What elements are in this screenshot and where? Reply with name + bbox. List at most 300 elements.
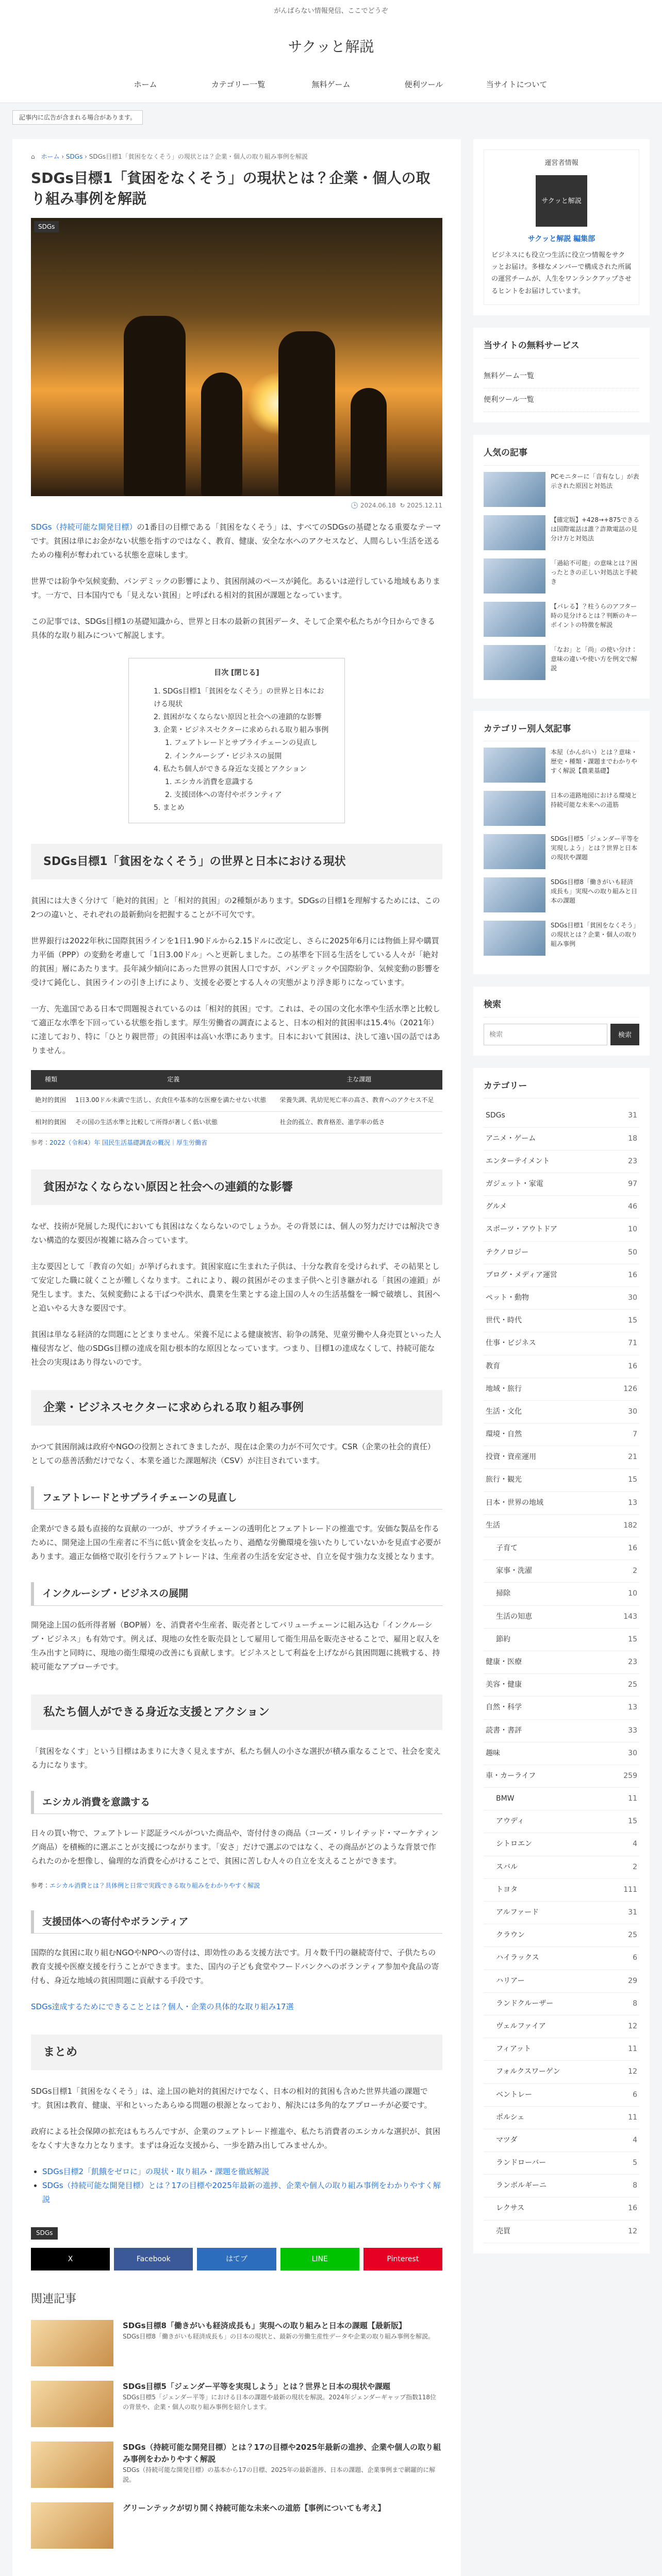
category-popular-thumbnail[interactable] xyxy=(484,748,545,783)
summary-link[interactable]: SDGs目標2「飢餓をゼロに」の現状・取り組み・課題を徹底解説 xyxy=(42,2167,270,2177)
category-item[interactable] xyxy=(484,1924,639,1947)
category-count: 12 xyxy=(628,2227,637,2235)
related-item[interactable] xyxy=(31,2442,442,2488)
silhouette-woman xyxy=(278,331,335,496)
nav-item[interactable]: 無料ゲーム xyxy=(311,80,351,89)
toc-link[interactable]: 4. 私たち個人ができる身近な支援とアクション xyxy=(154,765,307,773)
table-row xyxy=(31,1090,442,1111)
subsection-heading: 支援団体への寄付やボランティア xyxy=(31,1910,442,1934)
category-count: 11 xyxy=(628,2113,637,2122)
breadcrumb-home[interactable]: ホーム xyxy=(41,153,60,160)
category-item[interactable] xyxy=(484,1742,639,1765)
category-item[interactable] xyxy=(484,1765,639,1788)
category-name[interactable]: エンターテイメント xyxy=(486,1157,550,1165)
toc-link[interactable]: 1. SDGs目標1「貧困をなくそう」の世界と日本における現状 xyxy=(154,687,324,708)
category-item[interactable] xyxy=(484,2129,639,2152)
category-popular-thumbnail[interactable] xyxy=(484,791,545,826)
related-thumbnail[interactable] xyxy=(31,2381,113,2427)
category-item[interactable] xyxy=(484,1287,639,1310)
category-item[interactable] xyxy=(484,1332,639,1355)
nav-item[interactable]: 便利ツール xyxy=(404,80,443,89)
author-box-title: 運営者情報 xyxy=(544,159,578,167)
category-item[interactable] xyxy=(484,2152,639,2175)
category-count: 71 xyxy=(628,1339,637,1348)
sdgs-link[interactable]: SDGs（持続可能な開発目標） xyxy=(31,522,137,532)
subsection-heading: インクルーシブ・ビジネスの展開 xyxy=(31,1582,442,1606)
widget-title: カテゴリー xyxy=(484,1078,639,1099)
category-popular-thumbnail[interactable] xyxy=(484,921,545,956)
category-popular-item[interactable] xyxy=(484,748,639,783)
related-text xyxy=(123,2502,385,2549)
category-item[interactable] xyxy=(484,1423,639,1446)
sidebar xyxy=(473,139,650,2576)
category-count: 21 xyxy=(628,1453,637,1462)
category-name[interactable]: 地域・旅行 xyxy=(486,1384,522,1393)
category-item[interactable] xyxy=(484,1492,639,1515)
category-name[interactable]: 掃除 xyxy=(496,1589,510,1598)
body-paragraph: 「貧困をなくす」という目標はあまりに大きく見えますが、私たち個人の小さな選択が積み重なることで、社会を変える力になります。 xyxy=(31,1746,441,1770)
category-name[interactable]: アルファード xyxy=(496,1908,539,1917)
category-popular-title[interactable]: SDGs目標8「働きがいも経済成長も」実現への取り組みと日本の課題 xyxy=(551,878,638,905)
category-item[interactable] xyxy=(484,2175,639,2197)
service-box xyxy=(473,328,650,422)
category-popular-thumbnail[interactable] xyxy=(484,834,545,869)
category-count: 4 xyxy=(633,2136,637,2144)
widget-title: 検索 xyxy=(484,997,639,1018)
summary-links xyxy=(31,2165,442,2207)
toc-item[interactable] xyxy=(154,711,330,724)
popular-thumbnail[interactable] xyxy=(484,645,545,680)
category-name[interactable]: グルメ xyxy=(486,1202,507,1211)
category-popular-item[interactable] xyxy=(484,877,639,912)
category-name[interactable]: 子育て xyxy=(496,1544,518,1553)
body-paragraph: SDGs目標1「貧困をなくそう」は、途上国の絶対的貧困だけでなく、日本の相対的貧困も含めた世界共通の課題です。貧困は教育、健康、平和といったあらゆる問題の根源となっており、解決には多角的なアプローチが必要です。 xyxy=(31,2087,432,2110)
category-name[interactable]: 世代・時代 xyxy=(486,1316,522,1325)
body-paragraph: 国際的な貧困に取り組むNGOやNPOへの寄付は、即効性のある支援方法です。月々数千円の継続寄付で、子供たちの教育支援や医療支援を行うことができます。また、国内の子ども食堂やフードバンクへのボランティア参加や食品の寄付も、身近な地域の貧困問題に貢献する手段です。 xyxy=(31,1948,439,1986)
category-count: 33 xyxy=(628,1726,637,1735)
category-name[interactable]: フォルクスワーゲン xyxy=(496,2067,560,2076)
body-paragraph: 主な要因として「教育の欠如」が挙げられます。貧困家庭に生まれた子供は、十分な教育を受けられず、その結果として安定した職に就くことが難しくなります。これにより、親の貧困がそのまま子供へと引き継がれる「貧困の連鎖」が発生します。また、気候変動による干ばつや洪水、農業を生業とする途上国の人々の生活基盤を一瞬で破壊し、貧困へと追いやる大きな要因です。 xyxy=(31,1261,440,1313)
popular-item[interactable] xyxy=(484,558,639,594)
category-count: 111 xyxy=(623,1885,637,1894)
category-item[interactable] xyxy=(484,1105,639,1127)
related-item-title[interactable]: グリーンテックが切り開く持続可能な未来への道筋【事例についても考え】 xyxy=(123,2503,386,2513)
category-name[interactable]: ブログ・メディア運営 xyxy=(486,1270,557,1279)
popular-thumbnail[interactable] xyxy=(484,558,545,594)
table-cell: 栄養失調、乳幼児死亡率の高さ、教育へのアクセス不足 xyxy=(276,1090,442,1111)
ad-notice: 記事内に広告が含まれる場合があります。 xyxy=(12,110,662,129)
category-name[interactable]: 仕事・ビジネス xyxy=(486,1339,536,1348)
category-item[interactable] xyxy=(484,1902,639,1924)
category-name[interactable]: 生活 xyxy=(486,1521,500,1530)
source-link[interactable]: 2022（令和4）年 国民生活基礎調査の概況｜厚生労働省 xyxy=(49,1139,208,1147)
subsection-heading: フェアトレードとサプライチェーンの見直し xyxy=(31,1486,442,1510)
category-name[interactable]: 趣味 xyxy=(486,1749,500,1757)
category-count: 11 xyxy=(628,1794,637,1803)
toc-item[interactable] xyxy=(154,724,330,763)
toc-link[interactable]: 5. まとめ xyxy=(154,804,185,812)
category-count: 23 xyxy=(628,1157,637,1165)
category-name[interactable]: ハイラックス xyxy=(496,1954,539,1962)
summary-link[interactable]: SDGs（持続可能な開発目標）とは？17の目標や2025年最新の進捗、企業や個人の取り組み事例をわかりやすく解説 xyxy=(42,2181,441,2205)
related-item[interactable] xyxy=(31,2381,442,2427)
category-name[interactable]: ランボルギーニ xyxy=(496,2181,547,2190)
list-item xyxy=(42,2165,442,2179)
related-item-desc: SDGs目標8「働きがいも経済成長も」の日本の現状と、最新の労働生産性データや企業の取り組み事例を解説。 xyxy=(123,2332,435,2340)
body-paragraph: 貧困には大きく分けて「絶対的貧困」と「相対的貧困」の2種類があります。SDGsの目標1を理解するためには、この2つの違いと、それぞれの最新動向を把握することが不可欠です。 xyxy=(31,896,440,920)
section-heading: 貧困がなくならない原因と社会への連鎖的な影響 xyxy=(31,1170,442,1205)
refresh-icon: ↻ xyxy=(400,501,405,509)
popular-item-title[interactable]: 「なお」と「尚」の使い分け：意味の違いや使い方を例文で解説 xyxy=(551,646,638,672)
category-popular-title[interactable]: 本屋（かんがい）とは？意味・歴史・種類・課題までわかりやすく解説【農業基礎】 xyxy=(551,749,638,775)
category-name[interactable]: 生活の知恵 xyxy=(496,1612,532,1621)
category-name[interactable]: シトロエン xyxy=(496,1840,532,1849)
category-item[interactable] xyxy=(484,2015,639,2038)
popular-item[interactable] xyxy=(484,472,639,507)
subsection-heading: エシカル消費を意識する xyxy=(31,1791,442,1815)
related-item-desc: SDGs目標5「ジェンダー平等」における日本の課題や最新の現状を解説。2024年ジェンダーギャップ指数118位の背景や、企業・個人の取り組み事例を紹介します。 xyxy=(123,2393,437,2411)
category-name[interactable]: 生活・文化 xyxy=(486,1407,522,1416)
category-count: 46 xyxy=(628,1202,637,1211)
category-item[interactable] xyxy=(484,1196,639,1218)
category-item[interactable] xyxy=(484,2084,639,2107)
widget-title: カテゴリー別人気記事 xyxy=(484,721,639,742)
category-item[interactable] xyxy=(484,1469,639,1492)
category-item[interactable] xyxy=(484,1697,639,1719)
toc-item[interactable] xyxy=(154,802,330,815)
category-item[interactable] xyxy=(484,1993,639,2015)
service-link[interactable]: 無料ゲーム一覧 xyxy=(484,365,639,388)
share-facebook-button[interactable]: Facebook xyxy=(114,2248,193,2270)
category-name[interactable]: アウディ xyxy=(496,1817,524,1826)
category-popular-item[interactable] xyxy=(484,791,639,826)
category-item[interactable] xyxy=(484,1515,639,1537)
body-paragraph: なぜ、技術が発展した現代においても貧困はなくならないのでしょうか。その背景には、個人の努力だけでは解決できない構造的な要因が複雑に絡み合っています。 xyxy=(31,1221,441,1245)
category-item[interactable] xyxy=(484,1606,639,1629)
category-item[interactable] xyxy=(484,2197,639,2220)
category-item[interactable] xyxy=(484,1310,639,1332)
category-name[interactable]: クラウン xyxy=(496,1931,525,1940)
category-name[interactable]: フィアット xyxy=(496,2045,531,2054)
category-count: 31 xyxy=(628,1908,637,1917)
body-paragraph: 貧困は単なる経済的な問題にとどまりません。栄養不足による健康被害、紛争の誘発、児童労働や人身売買といった人権侵害など、他のSDGs目標の達成を阻む根本的な原因となっています。つまり、目標1の達成なくして、持続可能な社会の実現はあり得ないのです。 xyxy=(31,1329,441,1367)
related-item-title[interactable]: SDGs目標8「働きがいも経済成長も」実現への取り組みと日本の課題【最新版】 xyxy=(123,2320,406,2330)
popular-item[interactable] xyxy=(484,645,639,680)
toc-link[interactable]: 3. 企業・ビジネスセクターに求められる取り組み事例 xyxy=(154,726,329,735)
popular-item-title[interactable]: 「過給不可能」の意味とは？困ったときの正しい対処法と手続き xyxy=(551,559,638,585)
category-name[interactable]: 読書・書評 xyxy=(486,1726,522,1735)
search-input[interactable] xyxy=(484,1024,607,1045)
section-heading: SDGs目標1「貧困をなくそう」の世界と日本における現状 xyxy=(31,844,442,879)
category-count: 143 xyxy=(623,1612,637,1621)
category-name[interactable]: トヨタ xyxy=(496,1885,518,1894)
category-item[interactable] xyxy=(484,1218,639,1241)
post-dates: 🕒 2024.06.18 ↻ 2025.12.11 xyxy=(351,501,442,509)
table-header: 定義 xyxy=(71,1070,276,1090)
category-count: 11 xyxy=(628,2045,637,2054)
category-popular-title[interactable]: SDGs目標5「ジェンダー平等を実現しよう」とは？世界と日本の現状や課題 xyxy=(551,835,639,861)
category-item[interactable] xyxy=(484,2061,639,2083)
category-name[interactable]: 投資・資産運用 xyxy=(486,1453,536,1462)
category-name[interactable]: 教育 xyxy=(486,1362,500,1370)
category-item[interactable] xyxy=(484,1651,639,1674)
nav-item[interactable]: 当サイトについて xyxy=(486,80,548,89)
home-icon: ⌂ xyxy=(31,153,35,160)
category-count: 6 xyxy=(633,2090,637,2099)
search-button[interactable]: 検索 xyxy=(610,1024,639,1045)
related-item[interactable] xyxy=(31,2502,442,2549)
category-count: 30 xyxy=(628,1407,637,1416)
share-pinterest-button[interactable]: Pinterest xyxy=(363,2248,442,2270)
category-item[interactable] xyxy=(484,2038,639,2061)
body-paragraph: 開発途上国の低所得者層（BOP層）を、消費者や生産者、販売者としてバリューチェーンに組み込む「インクルーシブ・ビジネス」も有効です。例えば、現地の女性を販売員として雇用して衛生用品を販売させることで、雇用と収入を生み出すと同時に、現地の衛生環境の改善にも貢献します。ビジネスとして利益を上げながら貧困問題に挑戦する、持続可能なアプローチです。 xyxy=(31,1620,440,1671)
table-header: 種類 xyxy=(31,1070,71,1090)
body-paragraph: 世界銀行は2022年秋に国際貧困ラインを1日1.90ドルから2.15ドルに改定し、さらに2025年6月には物価上昇や購買力平価（PPP）の変動を考慮して「1日3.00ドル」へと更新しました。この基準を下回る生活をしている人々が「絶対的貧困」層にあたります。長年減少傾向にあった世界の貧困人口ですが、パンデミックや国際紛争、気候変動の影響を受けて鈍化し、貧困ラインの引き上げにより、支援を必要とする人々の実態がより浮き彫りになっています。 xyxy=(31,936,440,988)
category-item[interactable] xyxy=(484,1401,639,1423)
categories-box xyxy=(473,1068,650,2253)
body-paragraph: 日々の買い物で、フェアトレード認証ラベルがついた商品や、寄付付きの商品（コーズ・リレイテッド・マーケティング商品）を積極的に選ぶことが支援につながります。「安さ」だけで選ぶのではなく、その商品がどのような背景で作られたのかを想像し、倫理的な消費を心がけることで、貧困に苦しむ人々の自立を支えることができます。 xyxy=(31,1828,439,1866)
popular-thumbnail[interactable] xyxy=(484,602,545,637)
category-item[interactable] xyxy=(484,1446,639,1469)
intro-paragraph: 世界では紛争や気候変動、パンデミックの影響により、貧困削減のペースが鈍化。あるいは逆行している地域もあります。一方で、日本国内でも「見えない貧困」と呼ばれる相対的貧困が課題となっています。 xyxy=(31,577,440,600)
nav-item[interactable]: カテゴリー一覧 xyxy=(211,80,266,89)
breadcrumb-current: SDGs目標1「貧困をなくそう」の現状とは？企業・個人の取り組み事例を解説 xyxy=(89,153,308,160)
category-count: 18 xyxy=(628,1134,637,1143)
category-item[interactable] xyxy=(484,1537,639,1560)
category-count: 13 xyxy=(628,1703,637,1712)
category-popular-title[interactable]: 日本の道路地図における環境と持続可能な未来への道筋 xyxy=(551,792,638,809)
toc-title[interactable]: 目次 [閉じる] xyxy=(214,669,259,677)
category-count: 12 xyxy=(628,2022,637,2030)
related-thumbnail[interactable] xyxy=(31,2442,113,2488)
table-of-contents xyxy=(128,658,345,823)
popular-thumbnail[interactable] xyxy=(484,515,545,550)
category-count: 16 xyxy=(628,1270,637,1279)
category-item[interactable] xyxy=(484,1720,639,1742)
category-count: 16 xyxy=(628,1362,637,1370)
related-inline: 参考：エシカル消費とは？具体例と日常で実践できる取り組みをわかりやすく解説 xyxy=(31,1882,260,1890)
category-name[interactable]: 家事・洗濯 xyxy=(496,1567,532,1575)
section-heading: 企業・ビジネスセクターに求められる取り組み事例 xyxy=(31,1390,442,1426)
popular-item[interactable] xyxy=(484,602,639,637)
service-link[interactable]: 便利ツール一覧 xyxy=(484,388,639,412)
eyecatch-image xyxy=(31,218,442,496)
toc-item[interactable] xyxy=(154,763,330,802)
share-line-button[interactable]: LINE xyxy=(280,2248,359,2270)
category-item[interactable] xyxy=(484,1583,639,1605)
category-name[interactable]: レクサス xyxy=(496,2204,525,2213)
poverty-table xyxy=(31,1070,442,1133)
category-name[interactable]: マツダ xyxy=(496,2136,518,2144)
category-name[interactable]: ガジェット・家電 xyxy=(486,1180,543,1189)
category-item[interactable] xyxy=(484,1128,639,1150)
category-item[interactable] xyxy=(484,2221,639,2243)
category-name[interactable]: アニメ・ゲーム xyxy=(486,1134,536,1143)
global-nav xyxy=(0,66,662,103)
sdgs-actions-link[interactable]: SDGs達成するためにできることとは？個人・企業の具体的な取り組み17選 xyxy=(31,2002,294,2012)
intro-paragraph: SDGs（持続可能な開発目標）の1番目の目標である「貧困をなくそう」は、すべてのSDGsの基礎となる重要なテーマです。貧困は単にお金がない状態を指すのではなく、教育、健康、安全な水へのアクセスなど、人間らしい生活を送るための権利が奪われている状態を意味します。 xyxy=(31,522,441,560)
category-item[interactable] xyxy=(484,2107,639,2129)
category-popular-box xyxy=(473,711,650,975)
category-name[interactable]: スバル xyxy=(496,1862,518,1871)
category-item[interactable] xyxy=(484,1378,639,1401)
category-name[interactable]: SDGs xyxy=(486,1111,505,1120)
toc-subitem[interactable]: 1. エシカル消費を意識する xyxy=(165,777,254,786)
clock-icon: 🕒 xyxy=(351,501,359,509)
main-content xyxy=(12,139,461,2576)
category-item[interactable] xyxy=(484,1674,639,1697)
category-label[interactable]: SDGs xyxy=(34,221,59,232)
category-name[interactable]: 健康・医療 xyxy=(486,1657,522,1666)
category-name[interactable]: テクノロジー xyxy=(486,1248,529,1257)
nav-item[interactable]: ホーム xyxy=(134,80,157,89)
category-name[interactable]: 旅行・観光 xyxy=(486,1476,522,1484)
popular-item-title[interactable]: PCモニターに「音有なし」が表示された原因と対処法 xyxy=(551,472,639,489)
toc-item[interactable] xyxy=(154,685,330,711)
category-popular-item[interactable] xyxy=(484,834,639,869)
category-count: 50 xyxy=(628,1248,637,1257)
category-popular-item[interactable] xyxy=(484,921,639,956)
related-item[interactable] xyxy=(31,2320,442,2366)
silhouette-adult xyxy=(124,316,186,496)
share-はてブ-button[interactable]: はてブ xyxy=(197,2248,276,2270)
category-name[interactable]: 日本・世界の地域 xyxy=(486,1498,543,1507)
table-header: 主な課題 xyxy=(276,1070,442,1090)
site-tagline: がんばらない情報発信、ここでどうぞ xyxy=(0,0,662,25)
toc-list xyxy=(143,685,330,815)
related-item-desc: SDGs（持続可能な開発目標）の基本から17の目標、2025年の最新進捗、日本の課題、企業事例まで網羅的に解説。 xyxy=(123,2466,436,2484)
site-logo[interactable]: サクッと解説 xyxy=(0,25,662,66)
category-name[interactable]: 売買 xyxy=(496,2227,510,2235)
category-count: 29 xyxy=(628,1976,637,1985)
category-name[interactable]: 自然・科学 xyxy=(486,1703,522,1712)
category-item[interactable] xyxy=(484,1242,639,1264)
category-item[interactable] xyxy=(484,1560,639,1583)
popular-item[interactable] xyxy=(484,515,639,550)
category-count: 25 xyxy=(628,1681,637,1689)
related-thumbnail[interactable] xyxy=(31,2502,113,2549)
category-name[interactable]: ヴェルファイア xyxy=(496,2022,546,2030)
category-name[interactable]: スポーツ・アウトドア xyxy=(486,1225,558,1234)
toc-subitem[interactable]: 2. 支援団体への寄付やボランティア xyxy=(165,791,282,800)
category-name[interactable]: ペット・動物 xyxy=(486,1293,529,1302)
related-title: 関連記事 xyxy=(31,2293,77,2306)
popular-item-title[interactable]: 【パレる】？柱うらのアフター時の見分けるとは？判断のキーポイントの特徴を解説 xyxy=(551,602,638,629)
author-desc: ビジネスにも役立つ生活に役立つ情報をサクッとお届け。多様なメンバーで構成された所属の運営チームが、人生をワンランクアップさせるヒントをお届けしています。 xyxy=(491,251,632,295)
section-heading: まとめ xyxy=(31,2035,442,2070)
intro-paragraph: この記事では、SDGs目標1の基礎知識から、世界と日本の最新の貧困データ、そして企業や私たちが今日からできる具体的な取り組みについて解説します。 xyxy=(31,617,436,640)
category-count: 10 xyxy=(628,1589,637,1598)
body-paragraph: 企業ができる最も直接的な貢献の一つが、サプライチェーンの透明化とフェアトレードの推進です。安価な製品を作るために、開発途上国の生産者に不当に低い賃金を支払ったり、過酷な労働環境を強いたりしていないかを見直す必要があります。適正な価格で取引を行うフェアトレードは、生産者の生活を安定させ、自立を促す強力な支援となります。 xyxy=(31,1524,441,1562)
popular-item-title[interactable]: 【確定版】+428→+875できるは国際電話は誰？詐欺電話の見分け方と対処法 xyxy=(551,516,639,542)
category-count: 8 xyxy=(633,2181,637,2190)
category-popular-title[interactable]: SDGs目標1「貧困をなくそう」の現状とは？企業・個人の取り組み事例 xyxy=(551,922,638,948)
category-count: 13 xyxy=(628,1498,637,1507)
silhouette-kid xyxy=(351,388,387,496)
category-name[interactable]: ハリアー xyxy=(496,1976,525,1985)
category-count: 97 xyxy=(628,1180,637,1189)
category-count: 259 xyxy=(623,1771,637,1780)
related-item-title[interactable]: SDGs目標5「ジェンダー平等を実現しよう」とは？世界と日本の現状や課題 xyxy=(123,2381,391,2391)
category-count: 15 xyxy=(628,1476,637,1484)
category-item[interactable] xyxy=(484,1879,639,1902)
category-count: 5 xyxy=(633,2159,637,2167)
popular-thumbnail[interactable] xyxy=(484,472,545,507)
category-name[interactable]: ランドクルーザー xyxy=(496,1999,554,2008)
category-name[interactable]: BMW xyxy=(496,1794,515,1803)
category-item[interactable] xyxy=(484,1810,639,1833)
tag-badge[interactable]: SDGs xyxy=(31,2227,58,2240)
category-name[interactable]: ベントレー xyxy=(496,2090,532,2099)
category-item[interactable] xyxy=(484,1173,639,1196)
breadcrumb: ⌂ ホーム › SDGs › SDGs目標1「貧困をなくそう」の現状とは？企業・個人の取り組み事例を解説 xyxy=(31,153,308,160)
toc-subitem[interactable]: 2. インクルーシブ・ビジネスの展開 xyxy=(165,752,282,760)
table-cell: 1日3.00ドル未満で生活し、衣食住や基本的な医療を満たせない状態 xyxy=(71,1090,276,1111)
category-name[interactable]: 美容・健康 xyxy=(486,1681,522,1689)
related-text xyxy=(123,2320,434,2366)
body-paragraph: かつて貧困削減は政府やNGOの役割とされてきましたが、現在は企業の力が不可欠です。CSR（企業の社会的責任）としての慈善活動だけでなく、本業を通じた課題解決（CSV）が注目されています。 xyxy=(31,1442,435,1465)
share-x-button[interactable]: X xyxy=(31,2248,110,2270)
popular-box xyxy=(473,435,650,699)
category-name[interactable]: 車・カーライフ xyxy=(486,1771,536,1780)
category-item[interactable] xyxy=(484,1947,639,1970)
author-name[interactable]: サクッと解説 編集部 xyxy=(527,235,595,244)
category-count: 16 xyxy=(628,2204,637,2213)
category-count: 15 xyxy=(628,1316,637,1325)
list-item xyxy=(42,2179,442,2207)
category-item[interactable] xyxy=(484,1264,639,1287)
toc-link[interactable]: 2. 貧困がなくならない原因と社会への連鎖的な影響 xyxy=(154,713,322,721)
category-item[interactable] xyxy=(484,1629,639,1651)
category-item[interactable] xyxy=(484,1833,639,1856)
category-count: 25 xyxy=(628,1931,637,1940)
category-count: 2 xyxy=(633,1567,637,1575)
category-item[interactable] xyxy=(484,1970,639,1993)
category-item[interactable] xyxy=(484,1355,639,1378)
table-cell: その国の生活水準と比較して所得が著しく低い状態 xyxy=(71,1111,276,1133)
category-name[interactable]: ポルシェ xyxy=(496,2113,525,2122)
table-source: 参考：2022（令和4）年 国民生活基礎調査の概況｜厚生労働省 xyxy=(31,1139,208,1147)
table-cell: 絶対的貧困 xyxy=(31,1090,71,1111)
category-count: 12 xyxy=(628,2067,637,2076)
share-buttons xyxy=(31,2248,442,2270)
category-count: 8 xyxy=(633,1999,637,2008)
category-count: 30 xyxy=(628,1749,637,1757)
category-name[interactable]: 節約 xyxy=(496,1635,510,1643)
category-item[interactable] xyxy=(484,1150,639,1173)
table-cell: 相対的貧困 xyxy=(31,1111,71,1133)
toc-subitem[interactable]: 1. フェアトレードとサプライチェーンの見直し xyxy=(165,739,318,748)
toc-sublist xyxy=(154,776,330,802)
category-popular-thumbnail[interactable] xyxy=(484,877,545,912)
category-item[interactable] xyxy=(484,1856,639,1879)
category-count: 7 xyxy=(633,1430,637,1439)
category-item[interactable] xyxy=(484,1788,639,1810)
ethical-link[interactable]: エシカル消費とは？具体例と日常で実践できる取り組みをわかりやすく解説 xyxy=(49,1882,260,1890)
category-count: 4 xyxy=(633,1840,637,1849)
category-count: 30 xyxy=(628,1293,637,1302)
category-name[interactable]: ランドローバー xyxy=(496,2159,547,2167)
category-name[interactable]: 環境・自然 xyxy=(486,1430,522,1439)
related-thumbnail[interactable] xyxy=(31,2320,113,2366)
toc-sublist xyxy=(154,737,330,762)
category-count: 182 xyxy=(623,1521,637,1530)
breadcrumb-category[interactable]: SDGs xyxy=(65,153,83,160)
category-count: 15 xyxy=(628,1635,637,1643)
related-item-title[interactable]: SDGs（持続可能な開発目標）とは？17の目標や2025年最新の進捗、企業や個人の取り組み事例をわかりやすく解説 xyxy=(123,2442,441,2464)
avatar: サクッと解説 xyxy=(536,175,587,227)
widget-title: 当サイトの無料サービス xyxy=(484,338,639,359)
